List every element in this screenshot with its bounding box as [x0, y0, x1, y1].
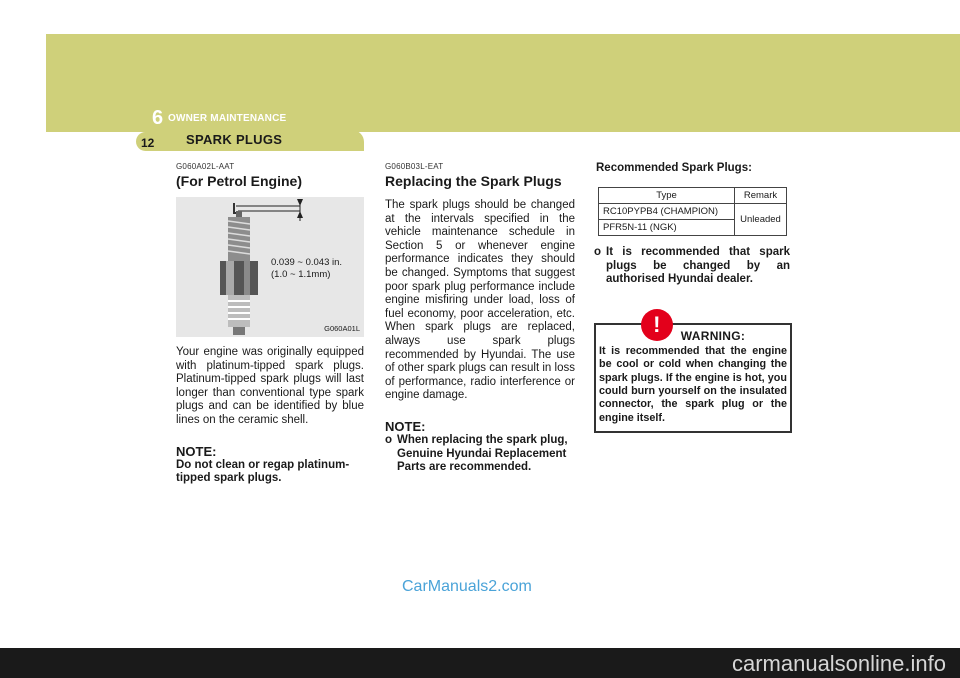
recommendation-bullet	[594, 246, 790, 287]
section-heading: (For Petrol Engine)	[176, 173, 302, 189]
spark-plug-figure	[176, 197, 364, 337]
note-bullet-text: When replacing the spark plug, Genuine Hyundai Replacement Parts are recommended.	[397, 433, 568, 474]
note-heading: NOTE:	[176, 443, 217, 459]
note-bullet	[385, 434, 575, 475]
warning-header	[599, 311, 787, 343]
warning-box	[594, 311, 792, 433]
table-row	[599, 204, 787, 220]
bullet-mark: o	[385, 433, 393, 446]
chapter-title: OWNER MAINTENANCE	[168, 113, 287, 124]
section-title: SPARK PLUGS	[186, 132, 283, 147]
table-cell-type: RC10PYPB4 (CHAMPION)	[599, 204, 735, 220]
body-paragraph: Your engine was originally equipped with platinum-tipped spark plugs. Platinum-tipped spark plugs will last longer than conventional type spark plugs and can be identified by blue lines on the ceramic shell.	[176, 346, 364, 426]
warning-title: WARNING:	[680, 328, 746, 343]
recommended-heading: Recommended Spark Plugs:	[596, 162, 752, 174]
recommendation-text: It is recommended that spark plugs be changed by an authorised Hyundai dealer.	[606, 246, 790, 286]
column-replacing-plugs	[385, 162, 575, 475]
section-code: G060A02L-AAT	[176, 162, 235, 171]
footer-watermark: carmanualsonline.info	[731, 651, 946, 676]
watermark-link[interactable]: CarManuals2.com	[402, 578, 532, 595]
warning-exclamation-icon: !	[641, 309, 673, 341]
table-header-type: Type	[599, 188, 735, 204]
gap-dimension	[271, 257, 342, 281]
column-recommended	[594, 162, 790, 433]
figure-code: G060A01L	[324, 324, 360, 333]
gap-dimension-mm: (1.0 ~ 1.1mm)	[271, 269, 331, 280]
note-heading: NOTE:	[385, 418, 426, 434]
column-petrol-engine	[176, 162, 364, 486]
spark-plug-table	[598, 187, 787, 236]
note-text: Do not clean or regap platinum-tipped spark plugs.	[176, 458, 350, 485]
body-paragraph: The spark plugs should be changed at the intervals specified in the vehicle maintenance schedule in Section 5 or whenever engine performance indicates they should be changed. Symptoms that suggest poor spark plug performance include engine misfiring under load, loss of fuel economy, poor acceleration, etc. When spark plugs are replaced, always use spark plugs recommended by Hyundai. The use of other spark plugs can result in loss of performance, radio interference or engine damage.	[385, 199, 575, 402]
chapter-number: 6	[152, 107, 164, 129]
warning-text: It is recommended that the engine be cool or cold when changing the spark plugs. If the engine is hot, you could burn yourself on the insulated connector, the spark plug or the engine itself.	[599, 344, 787, 424]
table-cell-remark: Unleaded	[735, 204, 787, 236]
table-row	[599, 188, 787, 204]
table-header-remark: Remark	[735, 188, 787, 204]
gap-dimension-inches: 0.039 ~ 0.043 in.	[271, 257, 343, 268]
section-code: G060B03L-EAT	[385, 162, 444, 171]
bullet-mark: o	[594, 246, 602, 258]
section-heading: Replacing the Spark Plugs	[385, 173, 562, 189]
table-cell-type: PFR5N-11 (NGK)	[599, 220, 735, 236]
page-number: 12	[141, 136, 155, 150]
